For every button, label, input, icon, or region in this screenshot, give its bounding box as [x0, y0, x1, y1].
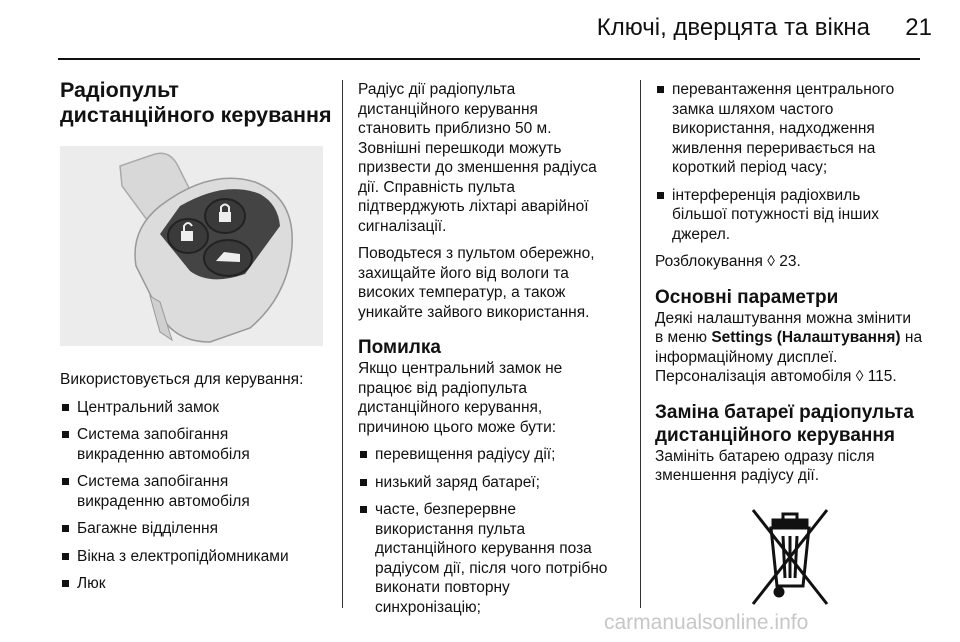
heading-line: дистанційного керування: [655, 424, 895, 446]
list-item-line: перевантаження центрального: [672, 81, 895, 98]
page-number: 21: [905, 14, 932, 41]
crossed-bin-recycling-icon: [747, 504, 833, 614]
heading-line: Радіопульт: [60, 78, 179, 102]
heading-line: Заміна батареї радіопульта: [655, 401, 914, 423]
text-line: призвести до зменшення радіуса: [358, 159, 597, 176]
list-item: Вікна з електропідйомниками: [60, 547, 345, 567]
unlock-reference: Розблокування ◊ 23.: [655, 253, 801, 270]
list-item: низький заряд батареї;: [358, 473, 643, 493]
list-item: [655, 186, 940, 245]
list-item-line: виконати повторну: [375, 579, 510, 596]
text-line: інформаційному дисплеї.: [655, 348, 838, 366]
column-3: [655, 72, 940, 614]
text-line: дистанційного керування,: [358, 399, 543, 416]
text-line: Деякі налаштування можна змінити: [655, 309, 911, 327]
list-item-line: живлення переривається на: [672, 139, 876, 157]
care-paragraph: [358, 244, 643, 322]
list-item-line: часте, безперервне: [375, 501, 516, 518]
list-item-line: викраденню автомобіля: [77, 445, 250, 463]
list-item: [60, 472, 345, 511]
column-2: [358, 80, 643, 617]
column-1: [60, 78, 345, 594]
key-fob-illustration: [60, 146, 323, 346]
text-line: зменшення радіусу дії.: [655, 467, 820, 484]
text-fragment: на: [900, 329, 923, 346]
basic-settings-paragraph: [655, 309, 940, 387]
text-fragment: в меню: [655, 329, 712, 346]
text-line: підтверджують ліхтарі аварійної: [358, 198, 589, 215]
watermark: carmanualsonline.info: [604, 611, 809, 634]
list-item-line: радіусом дії, після чого потрібно: [375, 559, 608, 577]
header-rule: [58, 58, 920, 60]
text-line: дистанційного керування: [358, 100, 538, 118]
list-item: Центральний замок: [60, 398, 345, 418]
text-line: Якщо центральний замок не: [358, 360, 563, 377]
text-line: уникайте зайвого використання.: [358, 303, 590, 321]
text-line: Замініть батарею одразу після: [655, 447, 875, 465]
settings-menu-name: Settings (Налаштування): [711, 329, 901, 346]
list-item: [655, 80, 940, 178]
list-item: [358, 500, 643, 617]
text-line: Поводьтеся з пультом обережно,: [358, 245, 595, 262]
text-line: високих температур, а також: [358, 284, 566, 301]
text-line: Зовнішні перешкоди можуть: [358, 139, 562, 157]
list-item: [60, 425, 345, 464]
text-line: сигналізації.: [358, 217, 447, 235]
range-paragraph: [358, 80, 643, 236]
list-item: Багажне відділення: [60, 519, 345, 539]
list-item-line: використання пульта: [375, 520, 526, 538]
section-heading-error: Помилка: [358, 337, 441, 358]
list-item-line: синхронізацію;: [375, 598, 481, 616]
list-item-line: джерел.: [672, 225, 731, 243]
battery-paragraph: [655, 447, 940, 486]
list-item-line: Система запобігання: [77, 426, 229, 443]
page-header-title: Ключі, дверцята та вікна: [596, 14, 870, 41]
list-item-line: короткий період часу;: [672, 159, 828, 176]
intro-text: Використовується для керування:: [60, 371, 304, 388]
list-item: Люк: [60, 574, 345, 594]
list-item-line: використання, надходження: [672, 120, 875, 137]
list-item-line: викраденню автомобіля: [77, 492, 250, 510]
key-fob-image: [60, 146, 323, 346]
section-heading-battery: [655, 401, 940, 447]
heading-line: дистанційного керування: [60, 103, 332, 127]
text-line: працює від радіопульта: [358, 379, 527, 397]
section-heading-basic-settings: Основні параметри: [655, 286, 839, 308]
text-line: Персоналізація автомобіля ◊ 115.: [655, 368, 897, 385]
text-line: причиною цього може бути:: [358, 418, 557, 436]
text-line: Радіус дії радіопульта: [358, 81, 516, 98]
list-item-line: дистанційного керування поза: [375, 540, 592, 557]
list-item-line: Система запобігання: [77, 473, 229, 490]
section-heading-remote: [60, 78, 345, 128]
error-paragraph: [358, 359, 643, 437]
list-item: перевищення радіусу дії;: [358, 445, 643, 465]
text-line: становить приблизно 50 м.: [358, 120, 552, 137]
text-line: захищайте його від вологи та: [358, 264, 569, 282]
text-line: [655, 328, 940, 348]
text-line: дії. Справність пульта: [358, 178, 515, 196]
list-item-line: замка шляхом частого: [672, 100, 834, 118]
list-item-line: більшої потужності від інших: [672, 206, 880, 223]
list-item-line: інтерференція радіохвиль: [672, 186, 861, 204]
